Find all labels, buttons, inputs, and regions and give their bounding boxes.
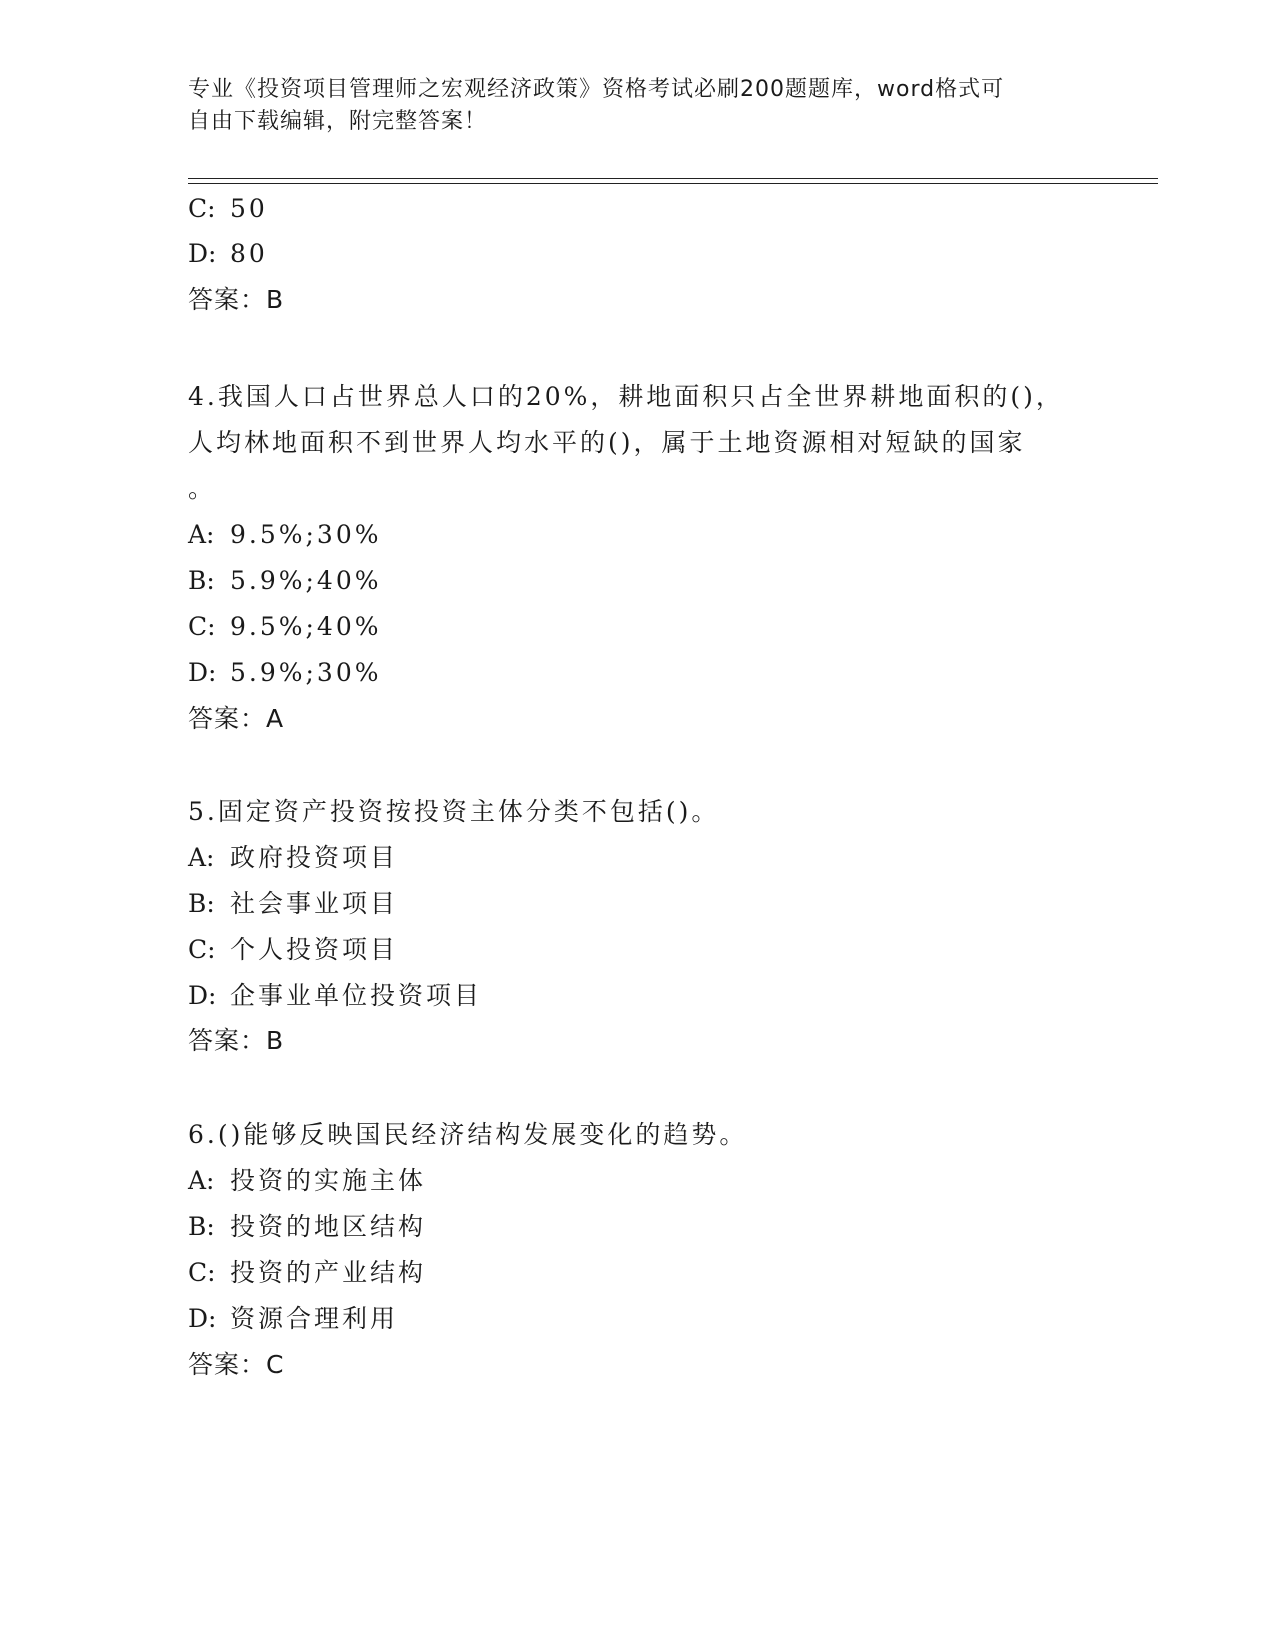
option-text: 社会事业项目 xyxy=(230,889,399,918)
header-line-1: 专业《投资项目管理师之宏观经济政策》资格考试必刷200题题库，word格式可 xyxy=(188,77,1005,102)
option-text: 个人投资项目 xyxy=(230,935,399,964)
q5-option-d xyxy=(188,979,482,1013)
option-text: 投资的实施主体 xyxy=(230,1166,427,1195)
document-header xyxy=(188,74,1068,138)
option-text: 企事业单位投资项目 xyxy=(230,981,483,1010)
q6-option-b xyxy=(188,1210,426,1244)
q4-stem-line-1: 4.我国人口占世界总人口的20%，耕地面积只占全世界耕地面积的()， xyxy=(188,382,1064,411)
q4-option-a xyxy=(188,518,382,552)
option-text: 9.5%;40% xyxy=(230,612,382,641)
q4-answer: 答案：A xyxy=(188,704,285,733)
option-key: D: xyxy=(188,658,217,687)
option-key: C: xyxy=(188,935,216,964)
q5-option-a xyxy=(188,841,398,875)
option-text: 5.9%;40% xyxy=(230,566,382,595)
option-text: 5.9%;30% xyxy=(230,658,382,687)
header-rule-bottom xyxy=(188,183,1158,184)
option-key: D: xyxy=(188,1304,217,1333)
option-text: 资源合理利用 xyxy=(230,1304,399,1333)
q5-stem: 5.固定资产投资按投资主体分类不包括()。 xyxy=(188,797,720,826)
q4-option-d xyxy=(188,656,382,690)
option-key: D: xyxy=(188,981,217,1010)
option-text: 50 xyxy=(230,194,268,223)
option-key: A: xyxy=(188,843,215,872)
q4-stem-line-2: 人均林地面积不到世界人均水平的()，属于土地资源相对短缺的国家 xyxy=(188,428,1026,457)
q6-answer: 答案：C xyxy=(188,1350,285,1379)
q5-option-c xyxy=(188,933,398,967)
option-text: 9.5%;30% xyxy=(230,520,382,549)
q3-option-d xyxy=(188,237,268,271)
option-key: B: xyxy=(188,889,215,918)
header-rule-top xyxy=(188,178,1158,179)
option-text: 政府投资项目 xyxy=(230,843,399,872)
option-text: 投资的地区结构 xyxy=(230,1212,427,1241)
option-key: B: xyxy=(188,566,215,595)
q4-option-b xyxy=(188,564,382,598)
option-text: 80 xyxy=(230,239,268,268)
q6-option-a xyxy=(188,1164,426,1198)
header-line-2: 自由下载编辑，附完整答案！ xyxy=(188,109,488,134)
option-key: A: xyxy=(188,520,215,549)
q3-answer: 答案：B xyxy=(188,285,285,314)
q4-stem-line-3: 。 xyxy=(188,474,217,503)
option-key: C: xyxy=(188,194,216,223)
option-key: C: xyxy=(188,612,216,641)
option-key: D: xyxy=(188,239,217,268)
q5-answer: 答案：B xyxy=(188,1026,285,1055)
q6-stem: 6.()能够反映国民经济结构发展变化的趋势。 xyxy=(188,1120,748,1149)
q6-option-c xyxy=(188,1256,426,1290)
option-key: A: xyxy=(188,1166,215,1195)
q4-option-c xyxy=(188,610,382,644)
option-text: 投资的产业结构 xyxy=(230,1258,427,1287)
q5-option-b xyxy=(188,887,398,921)
q6-option-d xyxy=(188,1302,398,1336)
q3-option-c xyxy=(188,192,268,226)
option-key: C: xyxy=(188,1258,216,1287)
option-key: B: xyxy=(188,1212,215,1241)
